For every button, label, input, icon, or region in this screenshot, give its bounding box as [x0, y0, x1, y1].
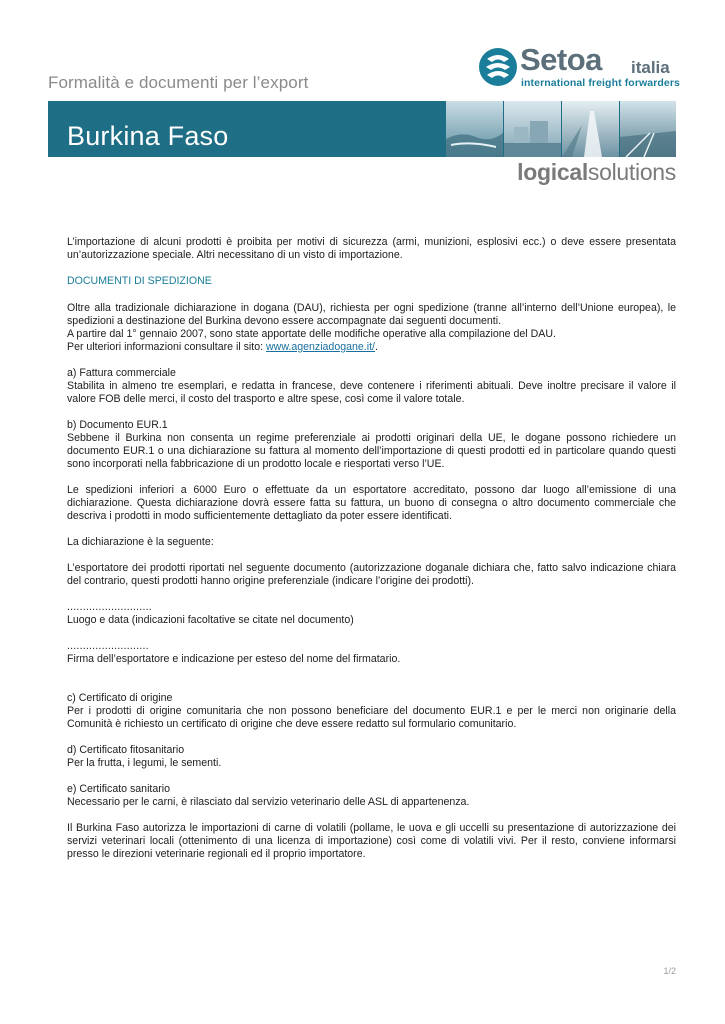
section-d — [67, 744, 676, 770]
document-subtitle: Formalità e documenti per l’export — [48, 73, 309, 92]
section-a-title: a) Fattura commerciale — [67, 367, 176, 379]
tagline-bold: logical — [517, 159, 588, 185]
section-b-paragraph-3: La dichiarazione è la seguente: — [67, 536, 214, 548]
banner-photo-strip — [446, 101, 676, 157]
section-d-text: Per la frutta, i legumi, le sementi. — [67, 757, 222, 769]
section-e-text: Necessario per le carni, è rilasciato dal servizio veterinario delle ASL di appartenenza. — [67, 796, 470, 808]
section-e-title: e) Certificato sanitario — [67, 783, 171, 795]
agenzia-dogane-link[interactable]: www.agenziadogane.it/ — [266, 341, 375, 353]
section-d-title: d) Certificato fitosanitario — [67, 744, 185, 756]
section-a-text: Stabilita in almeno tre esemplari, e redatta in francese, deve contenere i riferimenti abituali. Deve inoltre precisare il valore il valore FOB delle merci, il costo del trasporto e altre spese, così come il valore totale. — [67, 380, 676, 405]
setoa-logo-icon — [478, 45, 518, 89]
para1-line1: Oltre alla tradizionale dichiarazione in dogana (DAU), richiesta per ogni spedizione (tranne all’interno dell’Unione europea), le spedizioni a destinazione del Burkina devono essere accompagnate dai seguenti documenti. — [67, 302, 676, 327]
tagline-rest: solutions — [587, 159, 676, 185]
photo-road-icon — [562, 101, 619, 157]
photo-cargo-icon — [504, 101, 561, 157]
section-b — [67, 419, 676, 471]
intro-paragraph: L’importazione di alcuni prodotti è proibita per motivi di sicurezza (armi, munizioni, esplosivi ecc.) o deve essere presentata un’autorizzazione speciale. Altri necessitano di un visto di importazione. — [67, 236, 676, 261]
section-c-text: Per i prodotti di origine comunitaria che non possono beneficiare del documento EUR.1 e per le merci non originarie della Comunità è richiesto un certificato di origine che deve essere redatto sul formulario comunitario. — [67, 705, 676, 730]
document-body — [67, 236, 676, 874]
page-number: 1/2 — [663, 966, 676, 976]
section-b-paragraph-2: Le spedizioni inferiori a 6000 Euro o effettuate da un esportatore accreditato, possono dar luogo all’emissione di una dichiarazione. Questa dichiarazione dovrà essere fatta su fattura, un buono di consegna o altro documento commerciale che descriva i prodotti in modo sufficientemente dettagliato da poter essere identificati. — [67, 484, 676, 522]
dotted-line-1: ........................... — [67, 601, 152, 613]
section-c — [67, 692, 676, 731]
section-c-title: c) Certificato di origine — [67, 692, 173, 704]
page-title: Burkina Faso — [67, 121, 229, 151]
section-b-title: b) Documento EUR.1 — [67, 419, 168, 431]
logical-solutions-tagline — [517, 159, 676, 186]
section-title: DOCUMENTI DI SPEDIZIONE — [67, 275, 212, 287]
place-date-label: Luogo e data (indicazioni facoltative se citate nel documento) — [67, 614, 354, 626]
photo-sea-icon — [446, 101, 503, 157]
logo-country: italia — [631, 58, 670, 77]
logo-tagline: international freight forwarders — [521, 77, 680, 89]
section-e — [67, 783, 676, 809]
final-paragraph: Il Burkina Faso autorizza le importazioni di carne di volatili (pollame, le uova e gli uccelli su presentazione di autorizzazione dei servizi veterinari locali (ottenimento di una licenza di importazione) così come di volatili vivi. Per il resto, conviene informarsi presso le direzioni veterinarie regionali ed il proprio importatore. — [67, 822, 676, 860]
section-a — [67, 367, 676, 406]
dotted-line-2: .......................... — [67, 640, 149, 652]
section-b-paragraph-4: L’esportatore dei prodotti riportati nel seguente documento (autorizzazione doganale dichiara che, fatto salvo indicazione chiara del contrario, questi prodotti hanno origine preferenziale (indicare l’origine dei prodotti). — [67, 562, 676, 587]
signature-label: Firma dell’esportatore e indicazione per esteso del nome del firmatario. — [67, 653, 401, 665]
logo-name: Setoa — [520, 42, 602, 77]
signature-block — [67, 640, 676, 666]
para1-line2: A partire dal 1° gennaio 2007, sono state apportate delle modifiche operative alla compilazione del DAU. — [67, 328, 556, 340]
section-b-text: Sebbene il Burkina non consenta un regime preferenziale ai prodotti originari della UE, le dogane possono richiedere un documento EUR.1 o una dichiarazione su fattura al momento dell’importazione di questi prodotti ed in particolare quando questi sono incorporati nella fabbricazione di un prodotto locale e riesportati verso l’UE. — [67, 432, 676, 470]
photo-rail-icon — [620, 101, 676, 157]
place-date-block — [67, 601, 676, 627]
para1-line3 — [67, 341, 676, 354]
shipping-documents-paragraph — [67, 302, 676, 354]
para1-suffix: . — [374, 341, 378, 353]
para1-prefix: Per ulteriori informazioni consultare il sito: — [67, 341, 267, 353]
setoa-logo — [478, 42, 688, 95]
